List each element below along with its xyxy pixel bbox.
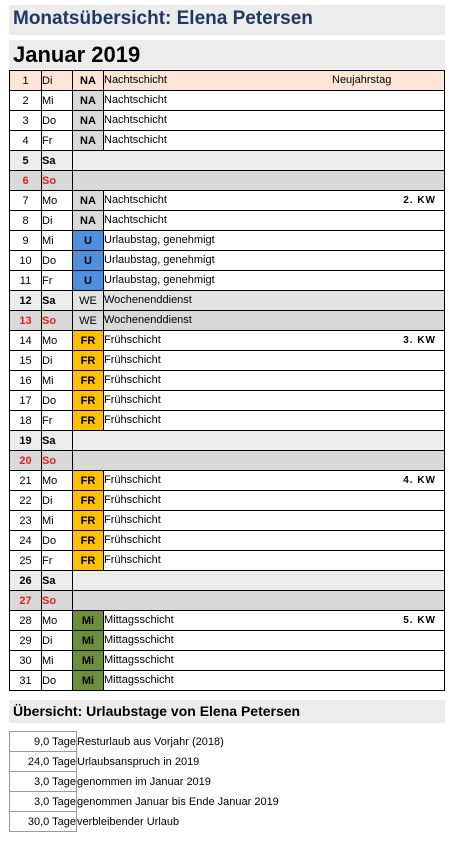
shift-code: FR — [73, 371, 104, 391]
summary-value: 3,0 Tage — [10, 772, 77, 792]
shift-code: FR — [73, 351, 104, 371]
calendar-row — [10, 71, 445, 91]
shift-cell-content — [104, 551, 444, 570]
calendar-row — [10, 631, 445, 651]
day-number: 5 — [10, 151, 42, 171]
shift-cell — [104, 411, 445, 431]
shift-cell-content — [104, 391, 444, 410]
shift-description: Nachtschicht — [104, 194, 167, 206]
shift-cell-content — [104, 371, 444, 390]
day-number: 23 — [10, 511, 42, 531]
shift-cell — [104, 611, 445, 631]
calendar-row — [10, 391, 445, 411]
calendar-row — [10, 131, 445, 151]
calendar-row — [10, 551, 445, 571]
weekday: Do — [42, 391, 73, 411]
shift-cell — [104, 671, 445, 691]
shift-cell-content — [104, 191, 444, 210]
calendar-row — [10, 331, 445, 351]
shift-description: Wochenenddienst — [104, 294, 192, 306]
weekday: Mo — [42, 471, 73, 491]
shift-code: NA — [73, 211, 104, 231]
day-number: 10 — [10, 251, 42, 271]
calendar-week-label: 3. KW — [403, 335, 436, 346]
weekday: Mi — [42, 91, 73, 111]
shift-cell-content — [104, 231, 444, 250]
shift-description: Nachtschicht — [104, 74, 167, 86]
weekday: Fr — [42, 271, 73, 291]
shift-description: Frühschicht — [104, 394, 161, 406]
day-number: 13 — [10, 311, 42, 331]
weekday: Mi — [42, 231, 73, 251]
day-number: 24 — [10, 531, 42, 551]
day-number: 29 — [10, 631, 42, 651]
calendar-week-label: 5. KW — [403, 615, 436, 626]
summary-row — [10, 752, 280, 772]
day-number: 12 — [10, 291, 42, 311]
calendar-row — [10, 651, 445, 671]
shift-cell — [104, 651, 445, 671]
shift-description: Urlaubstag, genehmigt — [104, 254, 215, 266]
day-number: 30 — [10, 651, 42, 671]
shift-cell-content — [104, 311, 444, 330]
shift-cell-content — [104, 71, 444, 90]
summary-row — [10, 792, 280, 812]
shift-description: Frühschicht — [104, 374, 161, 386]
summary-row — [10, 772, 280, 792]
day-number: 31 — [10, 671, 42, 691]
day-number: 14 — [10, 331, 42, 351]
shift-cell — [104, 191, 445, 211]
empty-day-cell — [73, 451, 445, 471]
calendar-row — [10, 311, 445, 331]
shift-code: Mi — [73, 631, 104, 651]
month-header — [9, 40, 445, 69]
shift-cell — [104, 471, 445, 491]
calendar-row — [10, 611, 445, 631]
day-number: 11 — [10, 271, 42, 291]
shift-cell — [104, 131, 445, 151]
weekday: Mo — [42, 191, 73, 211]
shift-description: Frühschicht — [104, 534, 161, 546]
shift-cell-content — [104, 471, 444, 490]
shift-cell-content — [104, 251, 444, 270]
shift-cell — [104, 371, 445, 391]
calendar-row — [10, 151, 445, 171]
shift-cell — [104, 231, 445, 251]
weekday: Mi — [42, 371, 73, 391]
shift-cell-content — [104, 111, 444, 130]
shift-code: U — [73, 271, 104, 291]
shift-description: Nachtschicht — [104, 134, 167, 146]
shift-code: FR — [73, 331, 104, 351]
weekday: So — [42, 451, 73, 471]
calendar-row — [10, 491, 445, 511]
shift-code: WE — [73, 291, 104, 311]
summary-label: Urlaubsanspruch in 2019 — [77, 755, 200, 768]
holiday-label: Neujahrstag — [332, 74, 392, 86]
shift-description: Mittagsschicht — [104, 634, 174, 646]
calendar-row — [10, 411, 445, 431]
summary-title: Übersicht: Urlaubstage von Elena Petersen — [13, 703, 301, 719]
shift-code: Mi — [73, 671, 104, 691]
day-number: 21 — [10, 471, 42, 491]
shift-code: NA — [73, 111, 104, 131]
shift-code: Mi — [73, 611, 104, 631]
shift-cell-content — [104, 671, 444, 690]
shift-description: Urlaubstag, genehmigt — [104, 234, 215, 246]
weekday: So — [42, 171, 73, 191]
empty-day-cell — [73, 151, 445, 171]
shift-cell — [104, 71, 445, 91]
summary-row — [10, 732, 280, 752]
shift-code: NA — [73, 191, 104, 211]
weekday: Di — [42, 631, 73, 651]
shift-code: FR — [73, 511, 104, 531]
day-number: 27 — [10, 591, 42, 611]
weekday: Sa — [42, 151, 73, 171]
shift-description: Nachtschicht — [104, 214, 167, 226]
shift-code: FR — [73, 531, 104, 551]
calendar-week-label: 4. KW — [403, 475, 436, 486]
calendar-row — [10, 591, 445, 611]
shift-code: Mi — [73, 651, 104, 671]
calendar-row — [10, 211, 445, 231]
shift-cell — [104, 391, 445, 411]
summary-label: genommen im Januar 2019 — [77, 775, 211, 788]
calendar-row — [10, 271, 445, 291]
empty-day-cell — [73, 171, 445, 191]
shift-cell — [104, 271, 445, 291]
weekday: Di — [42, 71, 73, 91]
shift-cell-content — [104, 351, 444, 370]
empty-day-cell — [73, 591, 445, 611]
weekday: Do — [42, 671, 73, 691]
weekday: Do — [42, 531, 73, 551]
calendar-row — [10, 231, 445, 251]
calendar-table — [9, 70, 445, 691]
shift-code: FR — [73, 471, 104, 491]
page-title-bar — [9, 5, 445, 35]
summary-label: Resturlaub aus Vorjahr (2018) — [77, 735, 224, 748]
shift-code: U — [73, 251, 104, 271]
day-number: 4 — [10, 131, 42, 151]
shift-description: Frühschicht — [104, 494, 161, 506]
weekday: So — [42, 591, 73, 611]
day-number: 16 — [10, 371, 42, 391]
shift-code: FR — [73, 491, 104, 511]
shift-cell — [104, 491, 445, 511]
weekday: Sa — [42, 571, 73, 591]
calendar-row — [10, 431, 445, 451]
calendar-row — [10, 291, 445, 311]
shift-code: FR — [73, 551, 104, 571]
calendar-row — [10, 91, 445, 111]
summary-label: verbleibender Urlaub — [77, 815, 180, 828]
shift-cell — [104, 331, 445, 351]
shift-description: Frühschicht — [104, 414, 161, 426]
shift-cell — [104, 111, 445, 131]
weekday: Do — [42, 111, 73, 131]
shift-description: Frühschicht — [104, 474, 161, 486]
shift-code: WE — [73, 311, 104, 331]
summary-label: genommen Januar bis Ende Januar 2019 — [77, 795, 279, 808]
shift-cell-content — [104, 291, 444, 310]
day-number: 26 — [10, 571, 42, 591]
shift-description: Mittagsschicht — [104, 614, 174, 626]
day-number: 17 — [10, 391, 42, 411]
shift-description: Nachtschicht — [104, 114, 167, 126]
calendar-row — [10, 191, 445, 211]
day-number: 22 — [10, 491, 42, 511]
summary-row — [10, 812, 280, 832]
vacation-summary-table — [9, 731, 280, 832]
shift-description: Frühschicht — [104, 514, 161, 526]
shift-cell-content — [104, 511, 444, 530]
weekday: Di — [42, 491, 73, 511]
shift-description: Urlaubstag, genehmigt — [104, 274, 215, 286]
shift-cell-content — [104, 651, 444, 670]
weekday: Mi — [42, 651, 73, 671]
calendar-row — [10, 671, 445, 691]
shift-code: NA — [73, 71, 104, 91]
day-number: 3 — [10, 111, 42, 131]
calendar-week-label: 2. KW — [403, 195, 436, 206]
day-number: 9 — [10, 231, 42, 251]
weekday: Di — [42, 351, 73, 371]
shift-description: Wochenenddienst — [104, 314, 192, 326]
shift-cell — [104, 291, 445, 311]
shift-cell-content — [104, 91, 444, 110]
shift-cell-content — [104, 631, 444, 650]
day-number: 8 — [10, 211, 42, 231]
shift-cell-content — [104, 271, 444, 290]
day-number: 15 — [10, 351, 42, 371]
day-number: 7 — [10, 191, 42, 211]
calendar-row — [10, 471, 445, 491]
weekday: Di — [42, 211, 73, 231]
shift-cell-content — [104, 531, 444, 550]
summary-header — [9, 700, 445, 723]
weekday: So — [42, 311, 73, 331]
summary-value: 30,0 Tage — [10, 812, 77, 832]
weekday: Sa — [42, 431, 73, 451]
weekday: Sa — [42, 291, 73, 311]
day-number: 19 — [10, 431, 42, 451]
shift-cell — [104, 351, 445, 371]
shift-cell-content — [104, 491, 444, 510]
calendar-row — [10, 571, 445, 591]
weekday: Fr — [42, 551, 73, 571]
weekday: Mi — [42, 511, 73, 531]
day-number: 18 — [10, 411, 42, 431]
weekday: Mo — [42, 331, 73, 351]
shift-cell-content — [104, 411, 444, 430]
day-number: 1 — [10, 71, 42, 91]
empty-day-cell — [73, 431, 445, 451]
summary-value: 3,0 Tage — [10, 792, 77, 812]
shift-description: Mittagsschicht — [104, 674, 174, 686]
calendar-row — [10, 451, 445, 471]
month-title: Januar 2019 — [13, 42, 141, 67]
page-title: Monatsübersicht: Elena Petersen — [13, 8, 313, 29]
shift-cell — [104, 511, 445, 531]
shift-code: FR — [73, 391, 104, 411]
day-number: 6 — [10, 171, 42, 191]
calendar-row — [10, 111, 445, 131]
shift-code: FR — [73, 411, 104, 431]
day-number: 25 — [10, 551, 42, 571]
shift-description: Frühschicht — [104, 354, 161, 366]
shift-description: Frühschicht — [104, 334, 161, 346]
shift-description: Frühschicht — [104, 554, 161, 566]
summary-value: 24,0 Tage — [10, 752, 77, 772]
shift-cell-content — [104, 131, 444, 150]
shift-cell-content — [104, 611, 444, 630]
shift-cell — [104, 211, 445, 231]
shift-code: NA — [73, 131, 104, 151]
shift-cell-content — [104, 331, 444, 350]
calendar-row — [10, 251, 445, 271]
weekday: Fr — [42, 131, 73, 151]
summary-value: 9,0 Tage — [10, 732, 77, 752]
shift-cell — [104, 311, 445, 331]
shift-description: Mittagsschicht — [104, 654, 174, 666]
day-number: 28 — [10, 611, 42, 631]
weekday: Mo — [42, 611, 73, 631]
shift-cell — [104, 631, 445, 651]
day-number: 2 — [10, 91, 42, 111]
shift-code: NA — [73, 91, 104, 111]
shift-cell — [104, 251, 445, 271]
shift-cell-content — [104, 211, 444, 230]
calendar-row — [10, 171, 445, 191]
day-number: 20 — [10, 451, 42, 471]
weekday: Fr — [42, 411, 73, 431]
empty-day-cell — [73, 571, 445, 591]
shift-cell — [104, 91, 445, 111]
shift-cell — [104, 531, 445, 551]
shift-description: Nachtschicht — [104, 94, 167, 106]
calendar-row — [10, 511, 445, 531]
weekday: Do — [42, 251, 73, 271]
shift-code: U — [73, 231, 104, 251]
calendar-row — [10, 531, 445, 551]
shift-cell — [104, 551, 445, 571]
calendar-row — [10, 351, 445, 371]
calendar-row — [10, 371, 445, 391]
